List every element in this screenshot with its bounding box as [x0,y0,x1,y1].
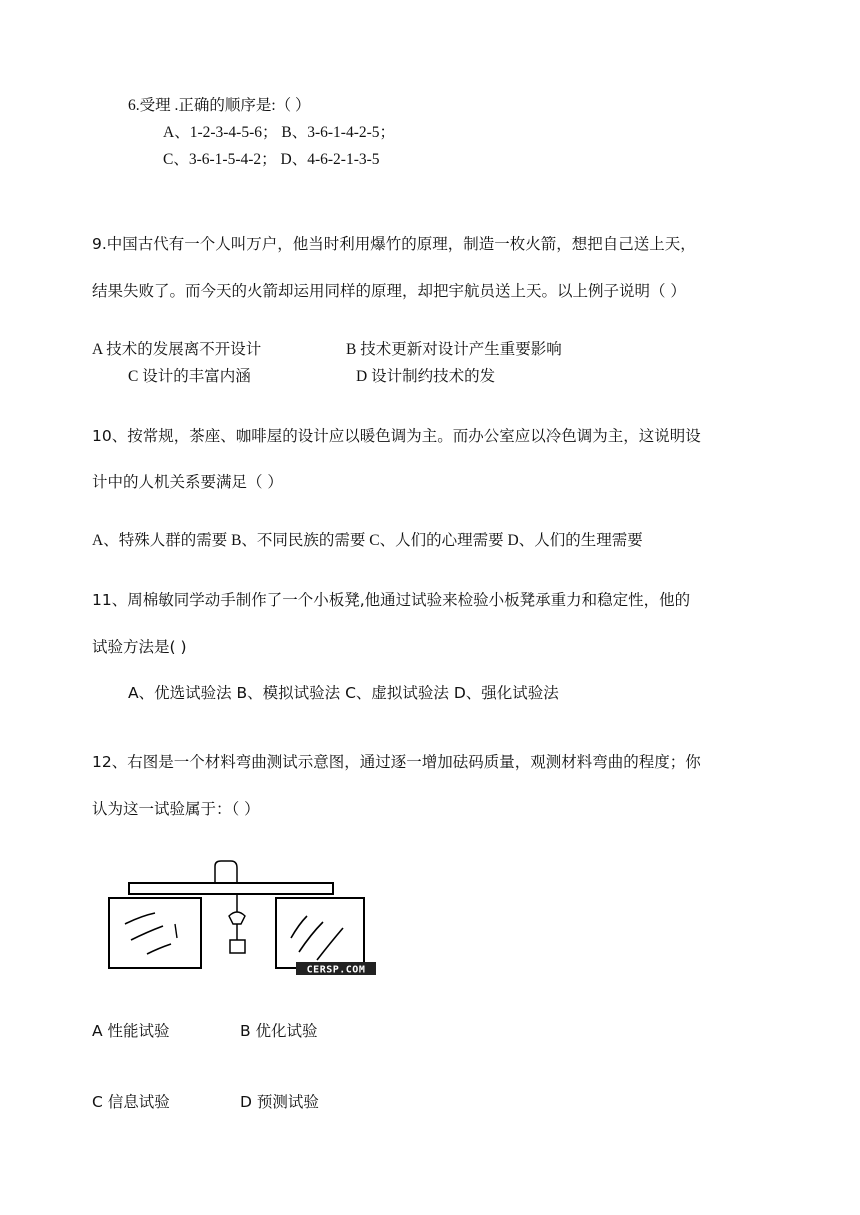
q6-options-ab: A、1-2-3-4-5-6； B、3-6-1-4-2-5； [163,124,396,141]
weight-block [230,940,245,953]
q9-option-c: C 设计的丰富内涵 [128,368,251,385]
q12-stem-line1: 12、右图是一个材料弯曲测试示意图，通过逐一增加砝码质量，观测材料弯曲的程度；你 [92,753,701,771]
q11-stem-line1: 11、周棉敏同学动手制作了一个小板凳,他通过试验来检验小板凳承重力和稳定性，他的 [92,591,691,609]
q11-options: A、优选试验法 B、模拟试验法 C、虚拟试验法 D、强化试验法 [128,684,559,702]
hook-loop [215,861,237,884]
q10-stem-line2: 计中的人机关系要满足（ ） [92,473,283,491]
right-support [276,898,364,968]
q6-stem: 6.受理 .正确的顺序是:（ ） [128,97,311,114]
q12-stem-line2: 认为这一试验属于：（ ） [92,800,260,818]
bending-test-diagram [103,858,378,978]
q12-option-d: D 预测试验 [240,1093,319,1111]
left-support [109,898,201,968]
bending-test-figure [103,858,378,978]
hand-icon [229,912,245,924]
test-beam [129,883,333,894]
q12-option-c: C 信息试验 [92,1093,170,1111]
q10-options: A、特殊人群的需要 B、不同民族的需要 C、人们的心理需要 D、人们的生理需要 [92,532,643,549]
q9-option-d: D 设计制约技术的发 [356,368,496,385]
q6-options-cd: C、3-6-1-5-4-2； D、4-6-2-1-3-5 [163,151,380,168]
watermark-text: CERSP.COM [306,964,366,976]
q12-option-a: A 性能试验 [92,1022,170,1040]
q9-option-b: B 技术更新对设计产生重要影响 [346,341,562,358]
q9-option-a: A 技术的发展离不开设计 [92,341,262,358]
q11-stem-line2: 试验方法是( ) [92,638,187,656]
q12-option-b: B 优化试验 [240,1022,318,1040]
q9-stem-line2: 结果失败了。而今天的火箭却运用同样的原理，却把宇航员送上天。以上例子说明（ ） [92,282,686,300]
q10-stem-line1: 10、按常规，茶座、咖啡屋的设计应以暖色调为主。而办公室应以冷色调为主，这说明设 [92,427,701,445]
q9-stem-line1: 9.中国古代有一个人叫万户，他当时利用爆竹的原理，制造一枚火箭，想把自己送上天， [92,235,696,253]
